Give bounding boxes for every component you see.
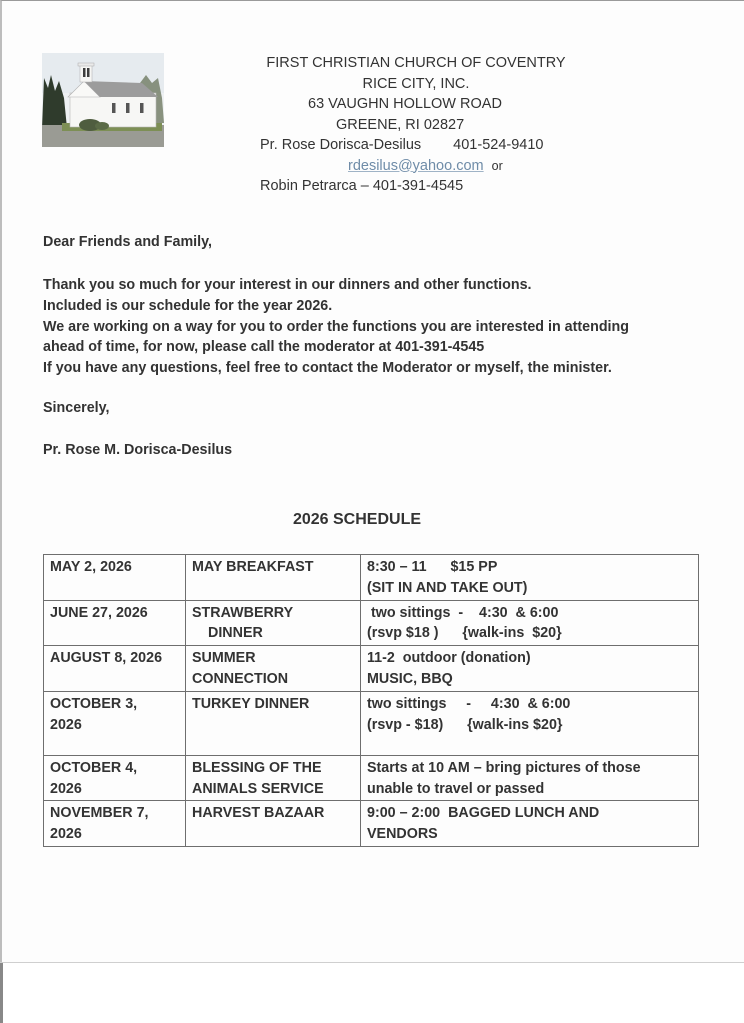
greeting: Dear Friends and Family, <box>43 234 212 250</box>
moderator-contact: Robin Petrarca – 401-391-4545 <box>260 178 464 194</box>
signature: Pr. Rose M. Dorisca-Desilus <box>43 442 233 458</box>
letter-paragraph <box>43 275 629 379</box>
letterhead <box>260 53 600 197</box>
details-cell <box>361 600 699 646</box>
pastor-contact <box>260 135 600 156</box>
table-row <box>44 691 699 755</box>
date-cell <box>44 801 186 847</box>
city-state-zip: GREENE, RI 02827 <box>336 116 465 133</box>
paragraph-line: If you have any questions, feel free to contact the Moderator or myself, the minister. <box>43 360 612 377</box>
date-text: AUGUST 8, 2026 <box>50 650 163 667</box>
or-word: or <box>491 158 503 173</box>
details-cell <box>361 646 699 692</box>
event-text: TURKEY DINNER <box>192 695 310 712</box>
date-text: MAY 2, 2026 <box>50 559 132 575</box>
email-line <box>260 156 600 177</box>
details-cell <box>361 691 699 755</box>
date-text: NOVEMBER 7, <box>50 805 149 822</box>
details-text: 9:00 – 2:00 BAGGED LUNCH AND <box>367 805 600 822</box>
table-row <box>44 755 699 801</box>
event-cell <box>186 555 361 601</box>
event-text: HARVEST BAZAAR <box>192 805 325 822</box>
table-row <box>44 801 699 847</box>
church-photo <box>42 53 164 147</box>
details-text: (SIT IN AND TAKE OUT) <box>367 579 528 596</box>
next-page-blank <box>0 963 744 1023</box>
church-entity: RICE CITY, INC. <box>362 75 470 92</box>
event-text: BLESSING OF THE <box>192 759 322 776</box>
date-cell <box>44 600 186 646</box>
details-text: MUSIC, BBQ <box>367 670 453 687</box>
date-text: 2026 <box>50 780 82 797</box>
church-name: FIRST CHRISTIAN CHURCH OF COVENTRY <box>266 55 566 71</box>
table-row <box>44 555 699 601</box>
schedule-title: 2026 SCHEDULE <box>292 511 422 528</box>
date-cell <box>44 691 186 755</box>
details-cell <box>361 801 699 847</box>
date-cell <box>44 755 186 801</box>
paragraph-line: Included is our schedule for the year 2026. <box>43 297 333 314</box>
details-text: (rsvp $18 ) {walk-ins $20} <box>367 625 562 642</box>
event-cell <box>186 755 361 801</box>
details-text: Starts at 10 AM – bring pictures of those <box>367 759 641 776</box>
details-cell <box>361 555 699 601</box>
church-building-image <box>42 53 164 147</box>
details-text: (rsvp - $18) {walk-ins $20} <box>367 716 563 733</box>
date-text: JUNE 27, 2026 <box>50 604 148 621</box>
details-text: unable to travel or passed <box>367 780 545 797</box>
table-row <box>44 600 699 646</box>
event-text: ANIMALS SERVICE <box>192 780 324 797</box>
details-text: 11-2 outdoor (donation) <box>367 650 531 667</box>
details-text: two sittings - 4:30 & 6:00 <box>367 604 559 621</box>
event-cell <box>186 600 361 646</box>
event-cell <box>186 646 361 692</box>
paragraph-line: ahead of time, for now, please call the moderator at 401-391-4545 <box>43 339 485 356</box>
details-text: VENDORS <box>367 826 438 843</box>
date-text: OCTOBER 4, <box>50 759 138 776</box>
pastor-name: Pr. Rose Dorisca-Desilus <box>260 137 422 153</box>
date-text: 2026 <box>50 826 82 843</box>
event-cell <box>186 801 361 847</box>
date-text: 2026 <box>50 716 82 733</box>
details-text: 8:30 – 11 $15 PP <box>367 559 498 575</box>
event-text: CONNECTION <box>192 670 289 687</box>
paragraph-line: We are working on a way for you to order the functions you are interested in attending <box>43 318 629 335</box>
event-text: STRAWBERRY <box>192 604 294 621</box>
event-text: DINNER <box>208 625 263 642</box>
pastor-phone: 401-524-9410 <box>453 137 544 153</box>
date-text: OCTOBER 3, <box>50 695 138 712</box>
paragraph-line: Thank you so much for your interest in our dinners and other functions. <box>43 277 532 293</box>
date-cell <box>44 555 186 601</box>
details-cell <box>361 755 699 801</box>
email-link[interactable]: rdesilus@yahoo.com <box>348 157 484 174</box>
closing: Sincerely, <box>43 400 110 416</box>
event-cell <box>186 691 361 755</box>
event-text: MAY BREAKFAST <box>192 559 314 575</box>
street-address: 63 VAUGHN HOLLOW ROAD <box>308 96 502 112</box>
date-cell <box>44 646 186 692</box>
schedule-table <box>43 554 699 847</box>
details-text: two sittings - 4:30 & 6:00 <box>367 695 571 712</box>
table-row <box>44 646 699 692</box>
event-text: SUMMER <box>192 650 256 667</box>
